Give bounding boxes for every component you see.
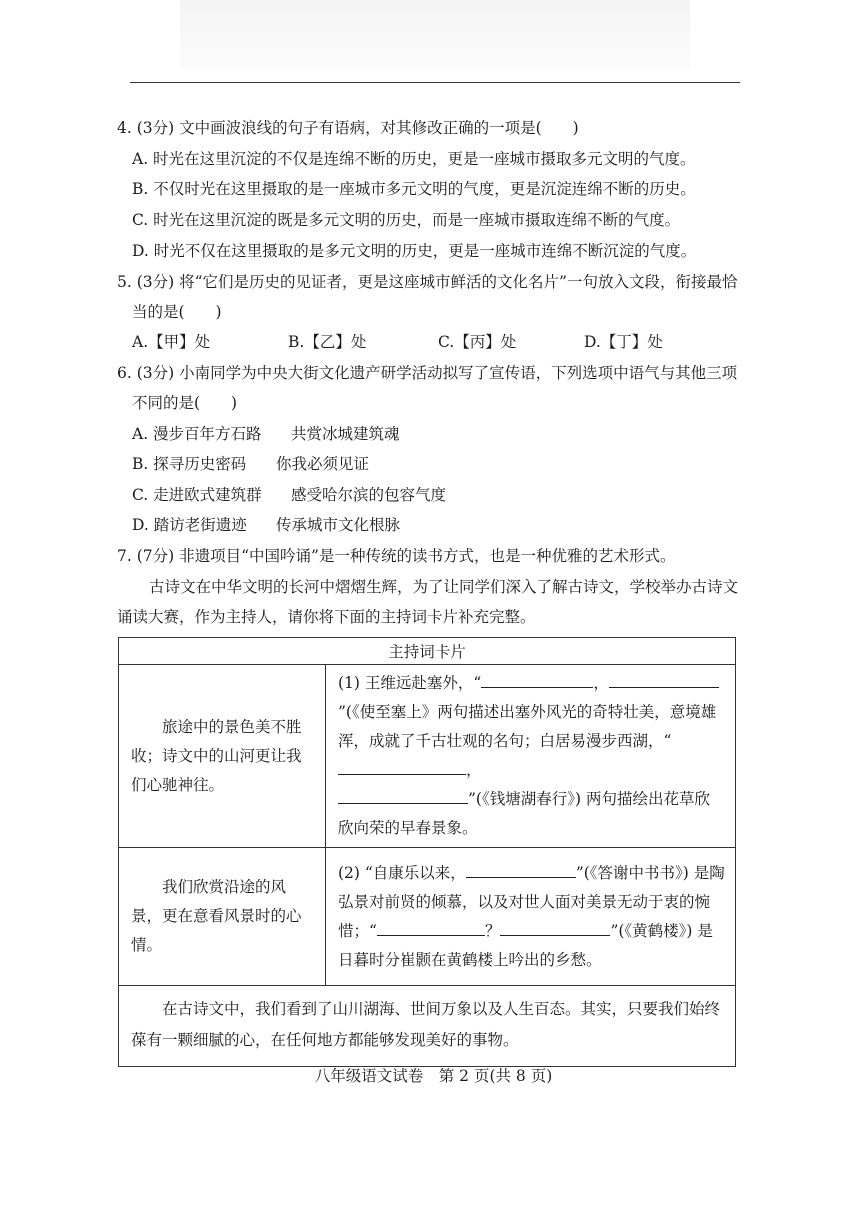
header-rule [130,82,740,83]
row1-text-b: ， [593,674,609,692]
question-6-stem-line1: 6. (3分) 小南同学为中央大街文化遗产研学活动拟写了宣传语，下列选项中语气与其他三项 [117,364,738,382]
answer-blank-5[interactable] [466,861,576,878]
card-row2-right [326,848,736,986]
question-6-option-b-label: B. 探寻历史密码 [132,455,247,473]
question-6-option-d-label: D. 踏访老街遗迹 [132,516,247,534]
row2-text-c: ？ [484,921,501,940]
host-script-card [118,637,736,1067]
question-6-option-a-label: A. 漫步百年方石路 [132,425,262,443]
question-6-option-c-label: C. 走进欧式建筑群 [132,486,262,504]
row2-text-d: ”(《黄鹤楼》) 是日暮时分崔颢在黄鹤楼上吟出的乡愁。 [338,921,713,969]
question-4-option-d: D. 时光不仅在这里摄取的是多元文明的历史，更是一座城市连绵不断沉淀的气度。 [132,242,697,260]
question-5-option-d: D.【丁】处 [584,333,663,351]
question-4-stem: 4. (3分) 文中画波浪线的句子有语病，对其修改正确的一项是( ) [117,119,579,137]
question-5-option-b: B.【乙】处 [288,333,367,351]
question-4-option-a: A. 时光在这里沉淀的不仅是连绵不断的历史，更是一座城市摄取多元文明的气度。 [132,150,696,168]
answer-blank-3[interactable] [338,758,466,775]
question-6-option-b-text: 你我必须见证 [276,455,370,473]
question-6-option-d-text: 传承城市文化根脉 [276,516,401,534]
answer-blank-7[interactable] [500,919,610,936]
question-5-option-a: A.【甲】处 [132,333,211,351]
question-5-option-c: C.【丙】处 [438,333,517,351]
question-5-stem-line1: 5. (3分) 将“它们是历史的见证者，更是这座城市鲜活的文化名片”一句放入文段，衔接最恰 [117,273,738,291]
question-7-stem: 7. (7分) 非遗项目“中国吟诵”是一种传统的读书方式，也是一种优雅的艺术形式。 [117,547,676,565]
question-7-intro-line1: 古诗文在中华文明的长河中熠熠生辉，为了让同学们深入了解古诗文，学校举办古诗文 [149,578,739,596]
row1-text-a: (1) 王维远赴塞外，“ [338,674,482,692]
answer-blank-2[interactable] [609,671,719,688]
card-row2-left: 我们欣赏沿途的风景，更在意看风景时的心情。 [119,848,326,986]
answer-blank-4[interactable] [338,787,468,804]
row2-text-a: (2) “自康乐以来， [338,863,466,882]
header-smudge [180,0,690,70]
question-7-intro-line2: 诵读大赛，作为主持人，请你将下面的主持词卡片补充完整。 [117,608,536,626]
question-4-option-b: B. 不仅时光在这里摄取的是一座城市多元文明的气度，更是沉淀连绵不断的历史。 [132,180,696,198]
row1-text-e: ”(《钱塘湖春行》) 两句描绘出花草欣欣向荣的早春景象。 [338,790,710,837]
card-title: 主持词卡片 [119,638,736,665]
question-6-option-c-text: 感受哈尔滨的包容气度 [291,486,447,504]
row1-text-d: ， [466,761,482,779]
row1-text-c: ”(《使至塞上》两句描述出塞外风光的奇特壮美，意境雄浑，成就了千古壮观的名句；白居易漫步西湖，“ [338,703,717,750]
card-row1-right [326,665,736,848]
card-row1-left: 旅途中的景色美不胜收；诗文中的山河更让我们心驰神往。 [119,665,326,848]
page-footer: 八年级语文试卷 第 2 页(共 8 页) [314,1067,553,1085]
question-6-stem-line2: 不同的是( ) [132,394,238,412]
question-4-option-c: C. 时光在这里沉淀的既是多元文明的历史，而是一座城市摄取连绵不断的气度。 [132,211,681,229]
card-closing: 在古诗文中，我们看到了山川湖海、世间万象以及人生百态。其实，只要我们始终葆有一颗细腻的心，在任何地方都能够发现美好的事物。 [119,986,736,1067]
question-5-stem-line2: 当的是( ) [132,303,222,321]
question-6-option-a-text: 共赏冰城建筑魂 [291,425,400,443]
answer-blank-1[interactable] [481,671,593,688]
row2-text-b: ”(《答谢中书书》) 是陶弘景对前贤的倾慕，以及对世人面对美景无动于衷的惋惜；“ [338,863,725,940]
answer-blank-6[interactable] [377,919,485,936]
